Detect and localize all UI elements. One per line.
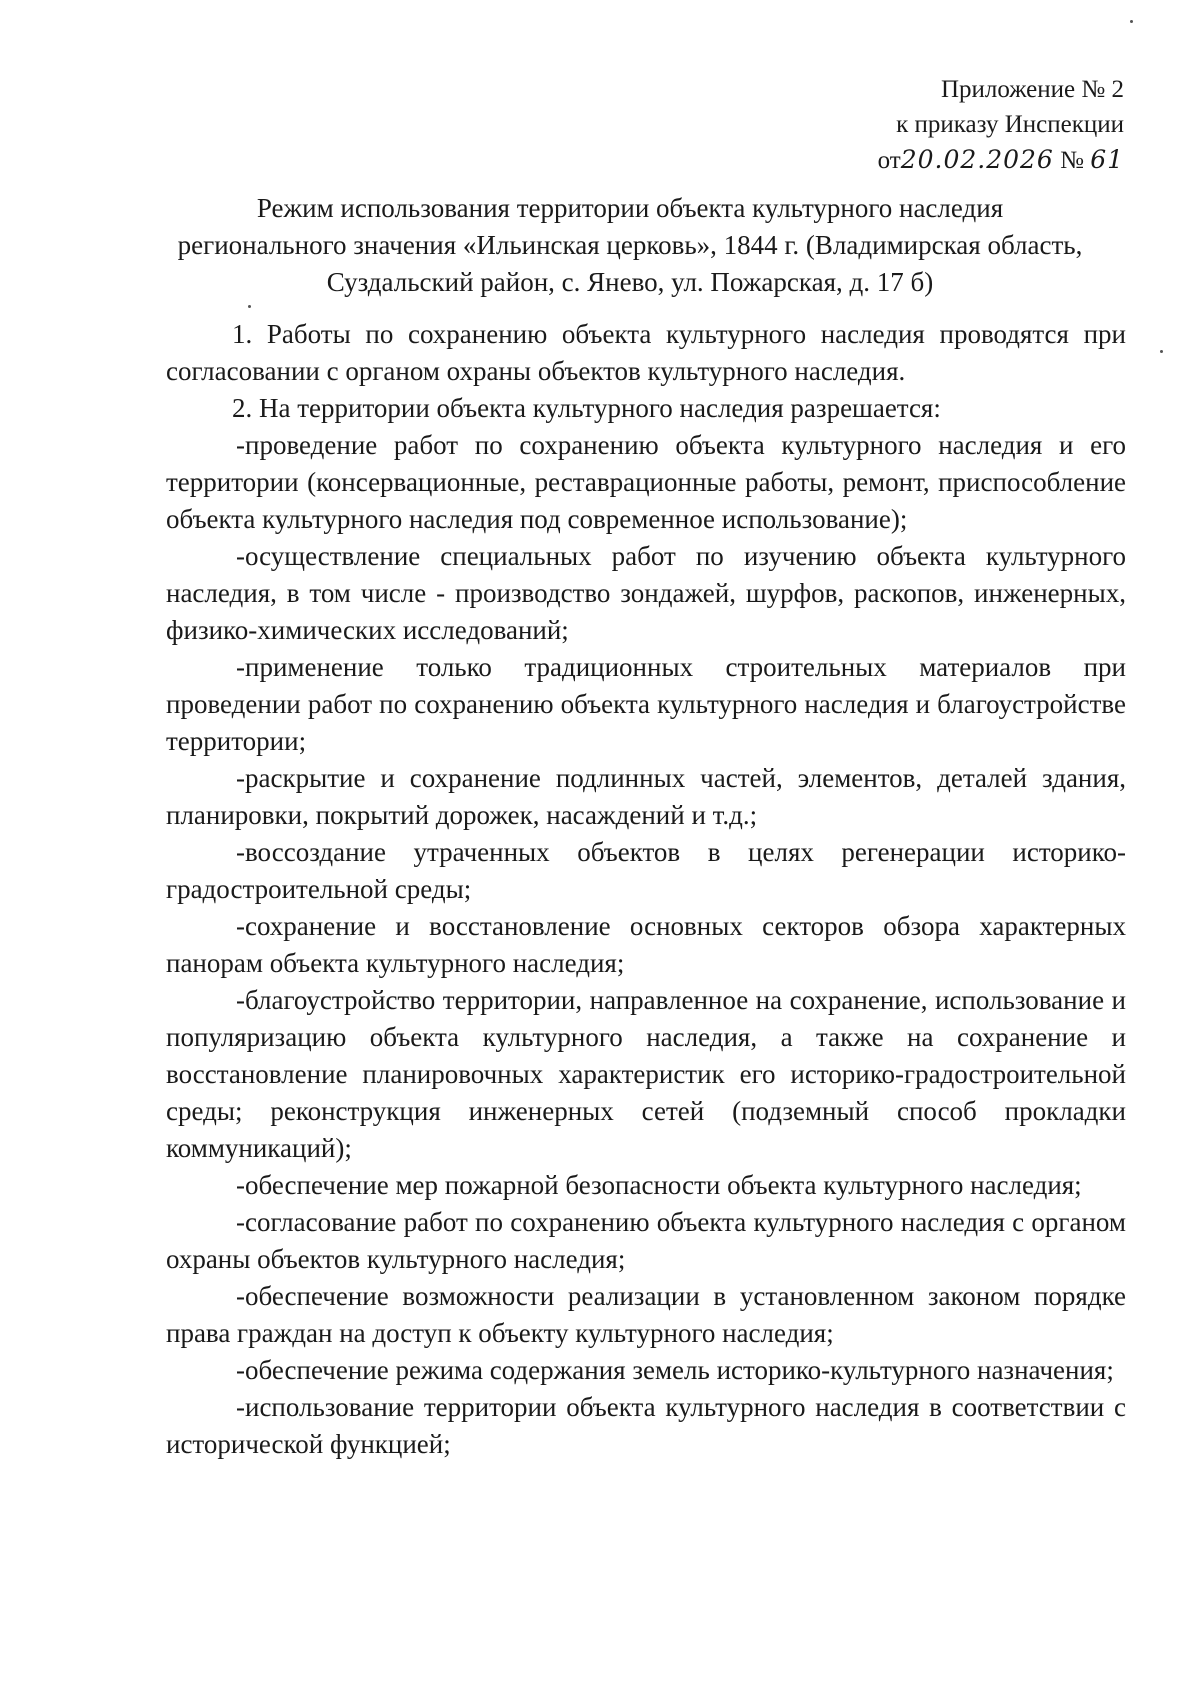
document-title [150,190,1110,301]
list-item: -воссоздание утраченных объектов в целях регенерации историко-градостроительной среды; [166,837,1126,904]
scan-speck [248,305,251,308]
list-item: -применение только традиционных строительных материалов при проведении работ по сохранению объекта культурного наследия и благоустройстве территории; [166,652,1126,756]
title-line-2: регионального значения «Ильинская церковь», 1844 г. (Владимирская область, [177,230,1083,260]
list-item: -благоустройство территории, направленное на сохранение, использование и популяризацию объекта культурного наследия, а также на сохранение и восстановление планировочных характеристик его историко-градостроительной среды; реконструкция инженерных сетей (подземный способ прокладки коммуникаций); [166,985,1126,1163]
list-item: -раскрытие и сохранение подлинных частей, элементов, деталей здания, планировки, покрытий дорожек, насаждений и т.д.; [166,763,1126,830]
date-prefix: от [877,147,901,174]
paragraph-2: 2. На территории объекта культурного наследия разрешается: [232,393,941,423]
order-date-line [878,142,1124,178]
paragraph-1: 1. Работы по сохранению объекта культурного наследия проводятся при согласовании с органом охраны объектов культурного наследия. [166,319,1126,386]
scan-speck [1160,350,1163,353]
appendix-number: Приложение № 2 [940,76,1124,103]
document-body [166,316,1126,1463]
number-label: № [1060,147,1084,174]
appendix-header [878,72,1124,178]
handwritten-number: 61 [1090,145,1124,174]
list-item: -обеспечение мер пожарной безопасности объекта культурного наследия; [236,1170,1082,1200]
scan-speck [1130,20,1133,23]
list-item: -обеспечение возможности реализации в установленном законом порядке права граждан на доступ к объекту культурного наследия; [166,1281,1126,1348]
list-item: -проведение работ по сохранению объекта культурного наследия и его территории (консервационные, реставрационные работы, ремонт, приспособление объекта культурного наследия под современное использование); [166,430,1126,534]
list-item: -обеспечение режима содержания земель историко-культурного назначения; [236,1355,1114,1385]
order-reference: к приказу Инспекции [896,111,1124,138]
list-item: -согласование работ по сохранению объекта культурного наследия с органом охраны объектов культурного наследия; [166,1207,1126,1274]
list-item: -сохранение и восстановление основных секторов обзора характерных панорам объекта культурного наследия; [166,911,1126,978]
list-item: -использование территории объекта культурного наследия в соответствии с исторической функцией; [166,1392,1126,1459]
title-line-1: Режим использования территории объекта культурного наследия [256,193,1004,223]
list-item: -осуществление специальных работ по изучению объекта культурного наследия, в том числе - производство зондажей, шурфов, раскопов, инженерных, физико-химических исследований; [166,541,1126,645]
handwritten-date: 20.02.2026 [900,145,1054,174]
title-line-3: Суздальский район, с. Янево, ул. Пожарская, д. 17 б) [326,267,934,297]
